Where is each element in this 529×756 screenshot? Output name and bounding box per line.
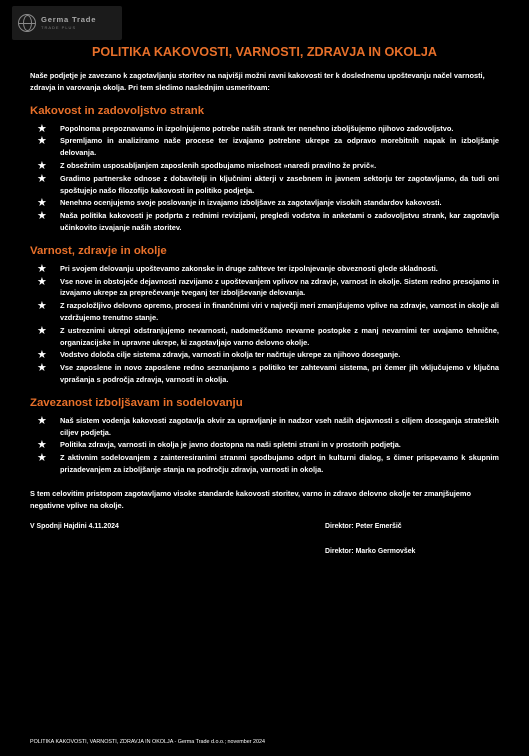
star-icon: ★ <box>37 159 47 172</box>
star-icon: ★ <box>37 324 47 337</box>
signature-block <box>30 523 499 563</box>
star-icon: ★ <box>37 262 47 275</box>
star-icon: ★ <box>37 210 47 223</box>
star-icon: ★ <box>37 452 47 465</box>
list-item-text: Vodstvo določa cilje sistema zdravja, varnosti in okolja ter načrtuje ukrepe za njihovo doseganje. <box>60 350 401 360</box>
star-icon: ★ <box>37 414 47 427</box>
list-item <box>30 210 499 234</box>
logo-subtitle: TRADE PLUS <box>41 24 77 30</box>
list-item-text: Vse zaposlene in novo zaposlene redno seznanjamo s politiko ter zahtevami sistema, pri čemer jih vključujemo v ključna vprašanja s področja zdravja, varnosti in okolja. <box>60 363 499 384</box>
list-item-text: Z ustreznimi ukrepi odstranjujemo nevarnosti, nadomeščamo nevarne postopke z manj nevarnimi ter uvajamo tehnične, organizacijske in upravne ukrepe, ki zagotavljajo varno delovno okolje. <box>60 325 499 347</box>
list-item <box>30 362 499 386</box>
list-item-text: Gradimo partnerske odnose z dobavitelji in ključnimi akterji v zasebnem in javnem sektorju ter zagotavljamo, da tudi oni spoštujejo našo filozofijo kakovosti in politiko podjetja. <box>60 173 499 195</box>
list-item-text: Popolnoma prepoznavamo in izpolnjujemo potrebe naših strank ter nenehno izboljšujemo njihovo zadovoljstvo. <box>60 123 454 133</box>
list-item-text: Spremljamo in analiziramo naše procese ter izvajamo potrebne ukrepe za odpravo morebitnih napak in izboljšanje delovanja. <box>60 136 499 158</box>
list-item <box>30 123 499 135</box>
list-item <box>30 276 499 300</box>
star-icon: ★ <box>37 300 47 313</box>
list-item <box>30 325 499 349</box>
star-icon: ★ <box>37 172 47 185</box>
logo-name: Germa Trade <box>41 15 97 25</box>
bullet-list <box>30 123 499 234</box>
place-date: V Spodnji Hajdini 4.11.2024 <box>30 523 119 531</box>
list-item <box>30 263 499 275</box>
list-item-text: Naš sistem vodenja kakovosti zagotavlja okvir za upravljanje in nadzor vseh naših dejavnosti s ciljem doseganja strateških ciljev podjetja. <box>60 415 499 437</box>
list-item <box>30 173 499 197</box>
list-item-text: Nenehno ocenjujemo svoje poslovanje in izvajamo izboljšave za zagotavljanje visokih standardov kakovosti. <box>60 198 442 208</box>
star-icon: ★ <box>37 122 47 135</box>
star-icon: ★ <box>37 349 47 362</box>
list-item-text: Naša politika kakovosti je podprta z rednimi revizijami, pregledi vodstva in anketami o zadovoljstvu strank, kar zagotavlja učinkovito izvajanje naših storitev. <box>60 211 499 232</box>
list-item-text: Politika zdravja, varnosti in okolja je javno dostopna na naši spletni strani in v prostorih podjetja. <box>60 440 401 450</box>
list-item-text: Z obsežnim usposabljanjem zaposlenih spodbujamo miselnost »naredi pravilno že prvič«. <box>60 160 377 170</box>
star-icon: ★ <box>37 362 47 375</box>
director-signature-2: Direktor: Marko Germovšek <box>325 548 416 556</box>
closing-paragraph: S tem celovitim pristopom zagotavljamo visoke standarde kakovosti storitev, varno in zdravo delovno okolje ter zmanjšujemo negativne vplive na okolje. <box>30 488 471 510</box>
section-heading: Kakovost in zadovoljstvo strank <box>30 104 205 117</box>
policy-sections <box>30 105 499 476</box>
star-icon: ★ <box>37 439 47 452</box>
list-item-text: Z aktivnim sodelovanjem z zainteresiranimi stranmi spodbujamo odprt in kulturni dialog, s čimer prispevamo k skupnim prizadevanjem za izboljšanje stanja na področju zdravja, varnosti in okolja. <box>60 453 499 474</box>
section-heading: Zavezanost izboljšavam in sodelovanju <box>30 396 243 409</box>
list-item <box>30 300 499 324</box>
section-heading: Varnost, zdravje in okolje <box>30 244 167 257</box>
policy-section <box>30 105 499 234</box>
bullet-list <box>30 263 499 386</box>
star-icon: ★ <box>37 197 47 210</box>
list-item-text: Z razpoložljivo delovno opremo, procesi in finančnimi viri v največji meri zmanjšujemo vplive na zdravje, varnost in okolje ali vzdržujemo trenutno stanje. <box>60 301 499 322</box>
list-item <box>30 415 499 439</box>
list-item-text: Pri svojem delovanju upoštevamo zakonske in druge zahteve ter izpolnjevanje obveznosti glede skladnosti. <box>60 263 438 273</box>
policy-section <box>30 245 499 386</box>
list-item-text: Vse nove in obstoječe dejavnosti razvijamo z upoštevanjem vplivov na zdravje, varnost in okolje. Sistem redno presojamo in izvajamo ukrepe za preprečevanje tveganj ter izboljševanje delovanja. <box>60 276 499 298</box>
bullet-list <box>30 415 499 476</box>
page-title: POLITIKA KAKOVOSTI, VARNOSTI, ZDRAVJA IN OKOLJA <box>92 45 437 59</box>
policy-section <box>30 397 499 476</box>
list-item <box>30 439 499 451</box>
intro-paragraph: Naše podjetje je zavezano k zagotavljanju storitev na najvišji možni ravni kakovosti ter k doslednemu upoštevanju načel varnosti, zdravja in varovanja okolja. Pri tem sledimo naslednjim usmeritvam: <box>30 71 485 92</box>
page-footer: POLITIKA KAKOVOSTI, VARNOSTI, ZDRAVJA IN OKOLJA - Germa Trade d.o.o.; november 2024 <box>30 739 265 745</box>
list-item <box>30 197 499 209</box>
list-item <box>30 160 499 172</box>
list-item <box>30 135 499 159</box>
logo-text <box>41 16 96 30</box>
company-logo <box>12 6 122 40</box>
list-item <box>30 452 499 476</box>
star-icon: ★ <box>37 275 47 288</box>
globe-icon <box>18 14 36 32</box>
document-body <box>30 70 499 563</box>
list-item <box>30 349 499 361</box>
director-signature-1: Direktor: Peter Emeršič <box>325 523 402 531</box>
star-icon: ★ <box>37 135 47 148</box>
